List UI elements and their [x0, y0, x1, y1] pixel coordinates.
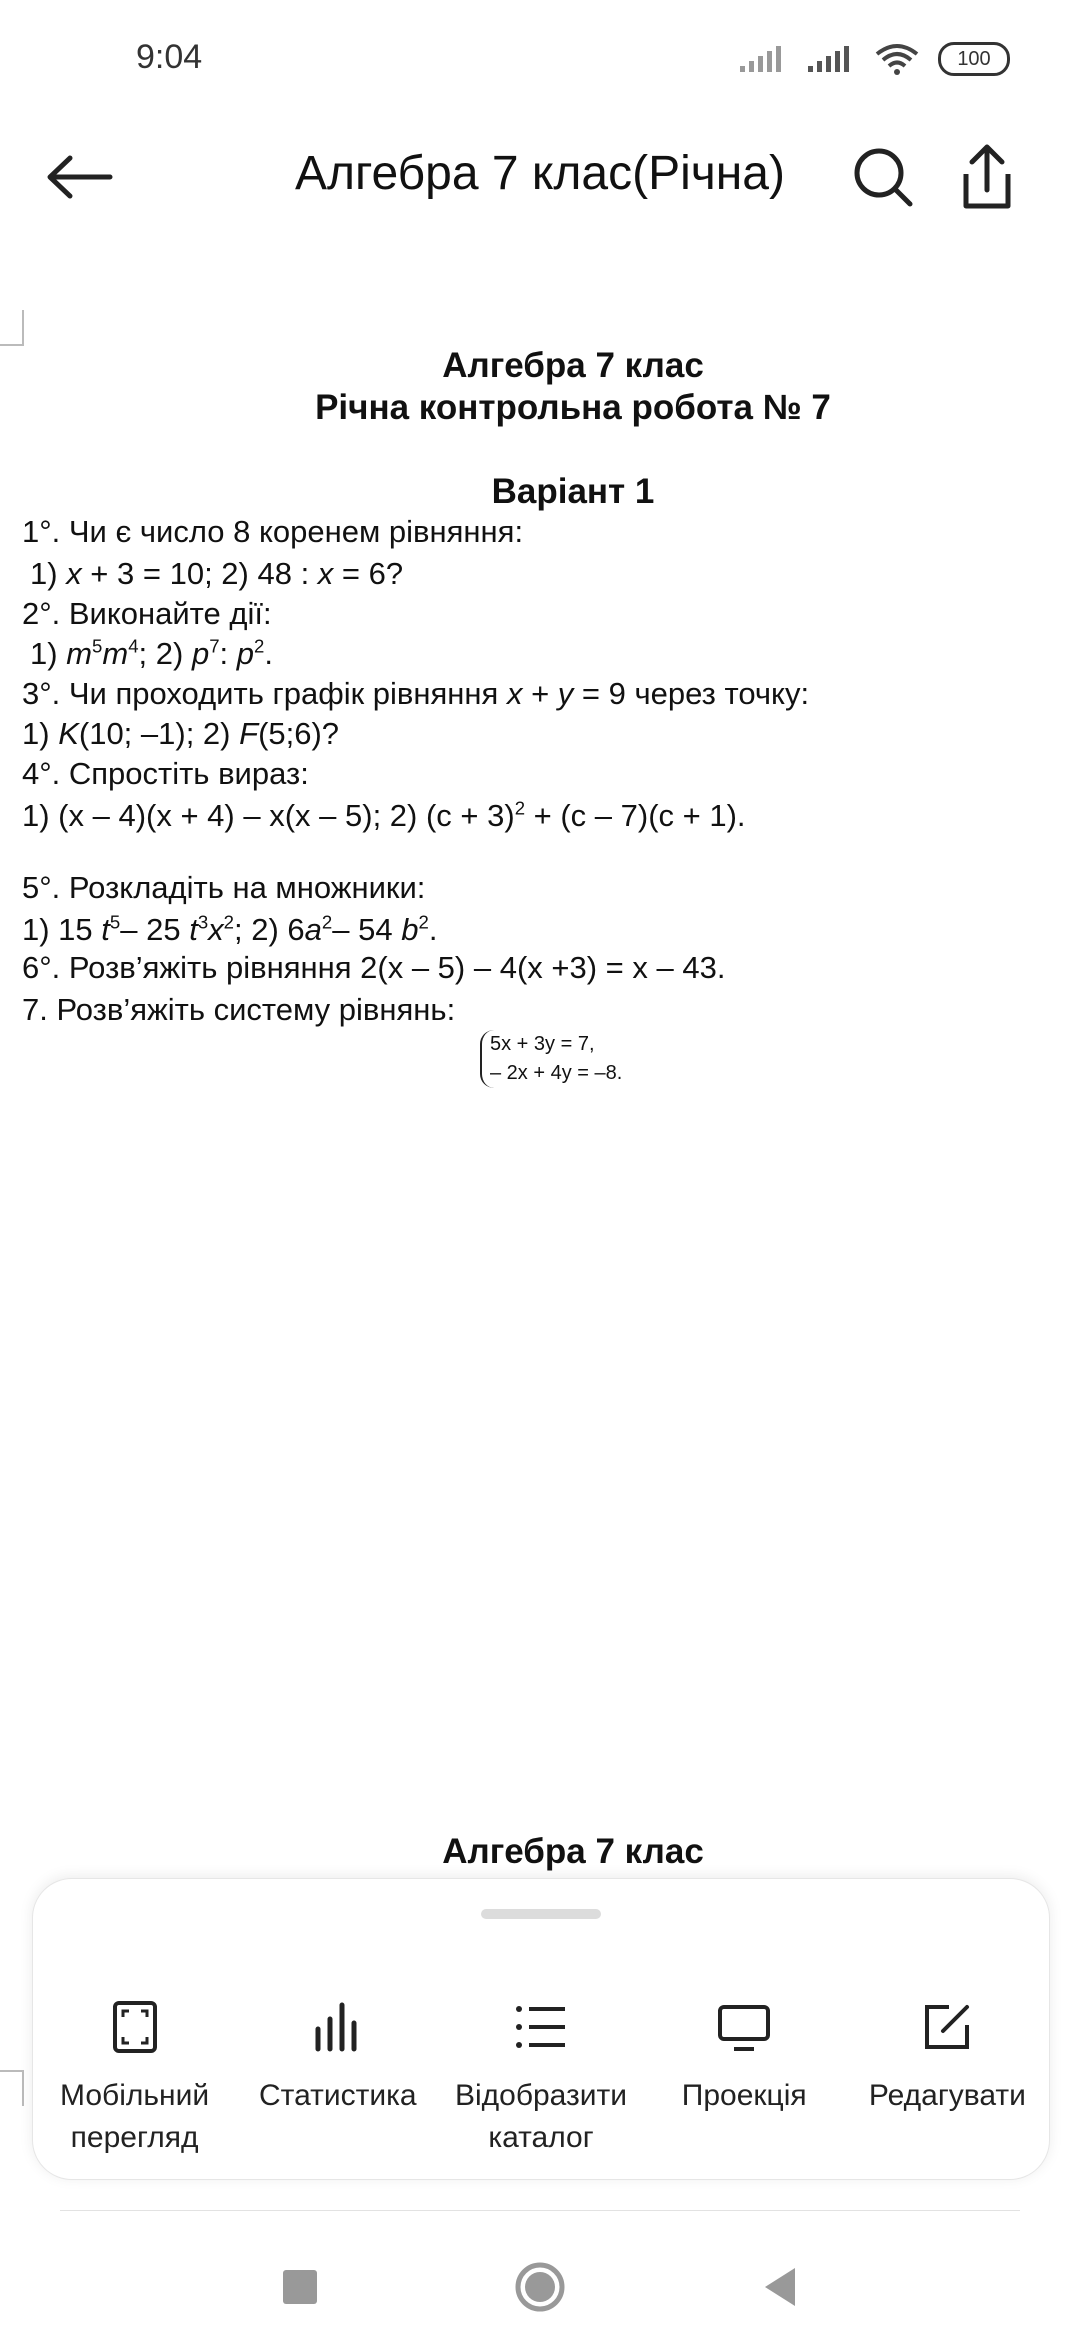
exponent: 2 [223, 911, 235, 933]
text-span: – 25 [120, 912, 190, 947]
exponent: 5 [109, 911, 121, 933]
variant-heading: Варіант 1 [491, 472, 655, 511]
edit-icon [919, 1999, 975, 2055]
question-2-options [30, 636, 273, 672]
edit-button[interactable] [846, 1999, 1049, 2159]
monitor-icon [716, 1999, 772, 2055]
exponent: 2 [418, 911, 429, 933]
text-span: 1) [22, 716, 59, 751]
question-1: 1°. Чи є число 8 коренем рівняння: [22, 514, 524, 549]
back-icon[interactable] [745, 2252, 815, 2322]
system-nav-bar [0, 2230, 1080, 2340]
system-equation-1: 5x + 3y = 7, [490, 1033, 595, 1055]
statistics-button[interactable] [236, 1999, 439, 2159]
signal-icon [806, 44, 856, 74]
var: x [66, 556, 82, 591]
show-catalog-button[interactable] [439, 1999, 642, 2159]
exponent: 2 [321, 911, 333, 933]
var: x [506, 676, 523, 711]
var: t [101, 912, 110, 947]
signal-icon [738, 44, 788, 74]
page-corner [0, 310, 24, 346]
action-label: Статистика [259, 2079, 417, 2112]
text-span: (10; –1); 2) [78, 716, 240, 751]
var: K [58, 716, 79, 751]
system-equation-2: – 2x + 4y = –8. [490, 1062, 623, 1084]
text-span: 1) [30, 636, 67, 671]
var: x [317, 556, 334, 591]
exponent: 5 [92, 635, 103, 657]
action-label: Відобразити каталог [454, 2079, 628, 2154]
share-icon[interactable] [952, 140, 1022, 214]
next-page-title: Алгебра 7 клас [442, 1832, 704, 1871]
divider [60, 2210, 1020, 2211]
var: t [189, 912, 198, 947]
search-icon[interactable] [848, 142, 918, 212]
status-time: 9:04 [136, 38, 203, 76]
exponent: 3 [197, 911, 209, 933]
app-bar [0, 120, 1080, 230]
question-7: 7. Розв’яжіть систему рівнянь: [22, 992, 456, 1027]
doc-title: Алгебра 7 клас [442, 346, 704, 385]
exponent: 7 [209, 635, 220, 657]
var: p [236, 636, 255, 671]
battery-indicator: 100 [938, 42, 1010, 76]
var: p [191, 636, 210, 671]
text-span: = 9 через точку: [573, 676, 810, 711]
question-1-options [30, 556, 403, 592]
question-3 [22, 676, 809, 712]
projection-button[interactable] [643, 1999, 846, 2159]
question-3-options [22, 716, 339, 752]
var: b [401, 912, 419, 947]
text-span: ; 2) [138, 636, 192, 671]
drag-handle[interactable] [481, 1909, 601, 1919]
action-label: Мобільний перегляд [60, 2079, 210, 2154]
text-span: ; 2) 6 [234, 912, 305, 947]
bar-chart-icon [310, 1999, 366, 2055]
question-6: 6°. Розв’яжіть рівняння 2(x – 5) – 4(x +3) = x – 43. [22, 950, 726, 985]
text-span: (5;6)? [258, 716, 340, 751]
fullscreen-icon [107, 1999, 163, 2055]
var: y [557, 676, 574, 711]
action-label: Редагувати [868, 2079, 1026, 2112]
bottom-sheet [32, 1878, 1050, 2180]
status-icons [738, 42, 1010, 76]
text-span: : [219, 636, 237, 671]
var: F [239, 716, 259, 751]
doc-subtitle: Річна контрольна робота № 7 [315, 388, 831, 427]
text-span: = 6? [333, 556, 404, 591]
text-span: + 3 = 10; 2) 48 : [81, 556, 318, 591]
text-span: – 54 [332, 912, 402, 947]
var: x [208, 912, 224, 947]
list-icon [513, 1999, 569, 2055]
app-title: Алгебра 7 клас(Річна) [295, 147, 785, 200]
wifi-icon [874, 42, 920, 76]
exponent: 4 [128, 635, 139, 657]
var: a [304, 912, 322, 947]
question-4-options [22, 798, 746, 834]
question-5-options [22, 912, 437, 948]
text-span: 3°. Чи проходить графік рівняння [22, 676, 507, 711]
question-5: 5°. Розкладіть на множники: [22, 870, 426, 905]
page-corner [0, 2070, 24, 2106]
action-label: Проекція [681, 2079, 807, 2112]
text-span: 1) 15 [22, 912, 102, 947]
text-span: 1) (x – 4)(x + 4) – x(x – 5); 2) (c + 3) [22, 798, 515, 833]
text-span: . [428, 912, 438, 947]
var: m [66, 636, 93, 671]
exponent: 2 [254, 635, 265, 657]
question-4: 4°. Спростіть вираз: [22, 756, 309, 791]
text-span: . [264, 636, 273, 671]
text-span: + (c – 7)(c + 1). [525, 798, 746, 833]
mobile-view-button[interactable] [33, 1999, 236, 2159]
action-row [33, 1999, 1049, 2159]
question-2: 2°. Виконайте дії: [22, 596, 272, 631]
status-bar [0, 0, 1080, 120]
text-span: + [522, 676, 558, 711]
exponent: 2 [514, 797, 526, 819]
var: m [102, 636, 129, 671]
text-span: 1) [30, 556, 67, 591]
home-icon[interactable] [505, 2252, 575, 2322]
recent-apps-icon[interactable] [265, 2252, 335, 2322]
equation-system [480, 1030, 622, 1088]
